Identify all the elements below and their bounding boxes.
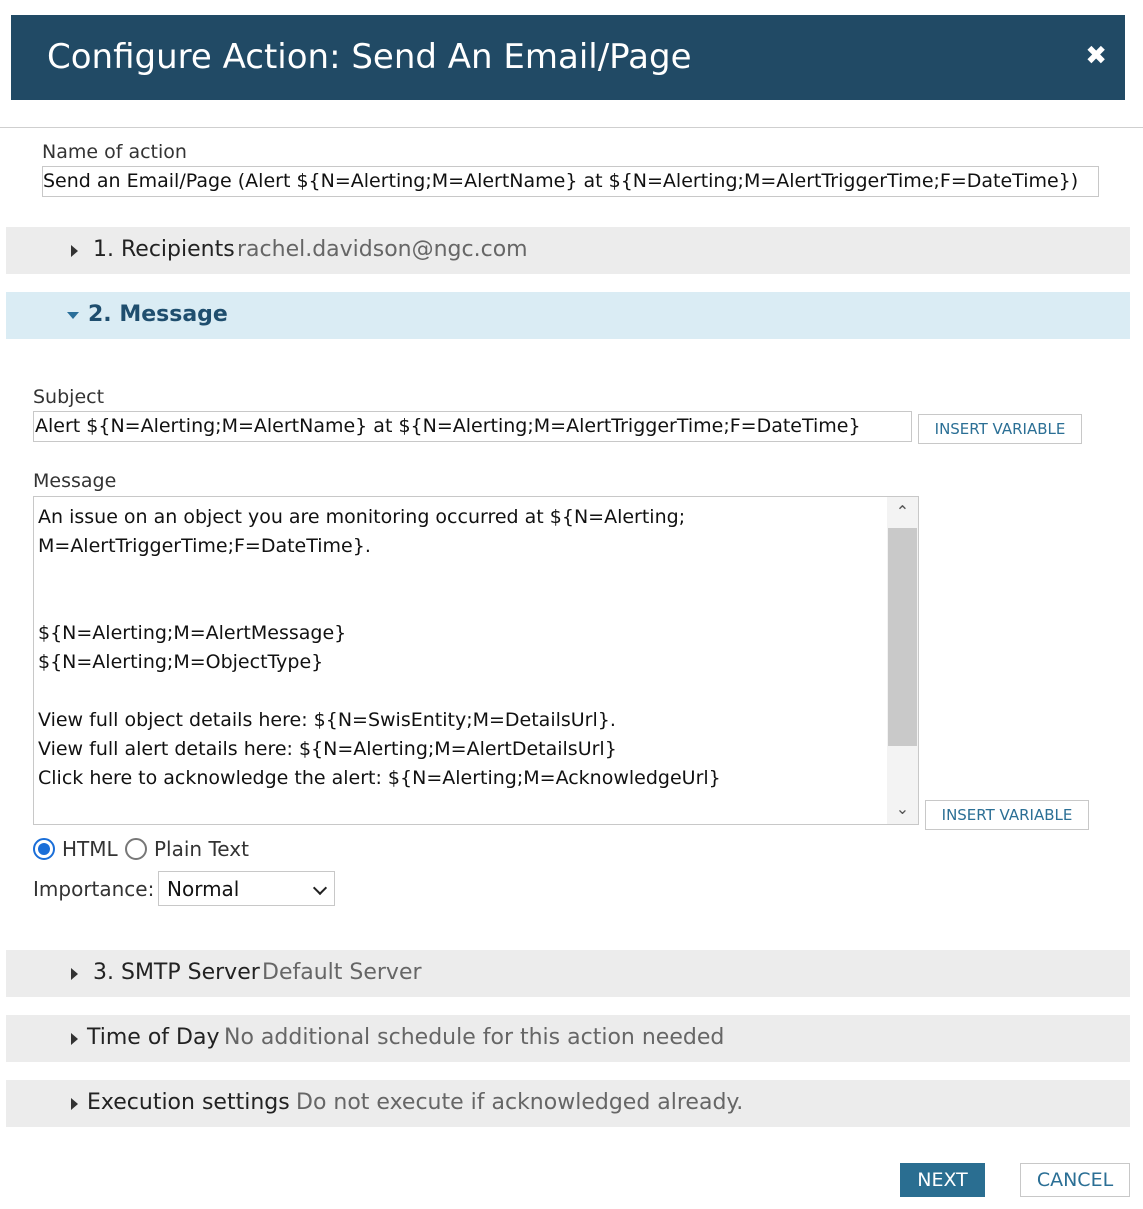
section-smtp-server[interactable] [6, 950, 1130, 997]
subject-input[interactable]: Alert ${N=Alerting;M=AlertName} at ${N=Alerting;M=AlertTriggerTime;F=DateTime} [33, 411, 912, 442]
message-line: ${N=Alerting;M=AlertMessage} [38, 622, 347, 644]
message-line [38, 561, 888, 590]
subject-label: Subject [33, 386, 105, 408]
dialog-titlebar [11, 15, 1125, 100]
section-execution-title: Execution settings [87, 1090, 290, 1115]
section-execution-summary: Do not execute if acknowledged already. [296, 1090, 744, 1115]
plain-text-radio[interactable] [125, 838, 147, 860]
message-line: M=AlertTriggerTime;F=DateTime}. [38, 535, 371, 557]
cancel-button[interactable]: CANCEL [1020, 1163, 1130, 1197]
chevron-down-icon [313, 881, 327, 895]
section-smtp-title: 3. SMTP Server [93, 960, 260, 985]
section-message-title: 2. Message [88, 302, 228, 327]
caret-right-icon [71, 968, 78, 980]
message-line: View full object details here: ${N=SwisEntity;M=DetailsUrl}. [38, 709, 616, 731]
divider [0, 127, 1143, 128]
caret-right-icon [71, 1033, 78, 1045]
message-insert-variable-button[interactable]: INSERT VARIABLE [925, 800, 1089, 830]
html-radio-label: HTML [62, 837, 118, 861]
caret-right-icon [71, 1098, 78, 1110]
message-line: ${N=Alerting;M=ObjectType} [38, 651, 324, 673]
section-recipients[interactable] [6, 227, 1130, 274]
html-radio[interactable] [33, 838, 55, 860]
message-line: Click here to acknowledge the alert: ${N=Alerting;M=AcknowledgeUrl} [38, 767, 721, 789]
message-line: View full alert details here: ${N=Alerting;M=AlertDetailsUrl} [38, 738, 617, 760]
section-smtp-summary: Default Server [262, 960, 422, 985]
importance-value: Normal [167, 877, 240, 901]
message-line: An issue on an object you are monitoring occurred at ${N=Alerting; [38, 506, 686, 528]
message-label: Message [33, 470, 117, 492]
section-time-of-day[interactable] [6, 1015, 1130, 1062]
section-recipients-title: 1. Recipients [93, 237, 235, 262]
close-icon[interactable]: ✖ [1085, 41, 1107, 71]
section-time-of-day-summary: No additional schedule for this action needed [224, 1025, 725, 1050]
message-line [38, 590, 888, 619]
message-textarea[interactable] [33, 496, 919, 825]
scroll-down-icon[interactable]: ⌄ [895, 799, 910, 818]
scrollbar-thumb[interactable] [888, 528, 917, 746]
section-time-of-day-title: Time of Day [87, 1025, 220, 1050]
message-body [38, 503, 888, 793]
section-execution-settings[interactable] [6, 1080, 1130, 1127]
section-recipients-summary: rachel.davidson@ngc.com [237, 237, 528, 262]
next-button[interactable]: NEXT [900, 1163, 985, 1197]
name-of-action-label: Name of action [42, 141, 187, 163]
caret-down-icon [67, 312, 79, 319]
name-of-action-input[interactable]: Send an Email/Page (Alert ${N=Alerting;M=AlertName} at ${N=Alerting;M=AlertTriggerTime;F=DateTime}) [42, 166, 1099, 197]
section-message[interactable] [6, 292, 1130, 339]
importance-select[interactable] [158, 871, 335, 906]
plain-text-radio-label: Plain Text [154, 837, 249, 861]
caret-right-icon [71, 245, 78, 257]
message-scrollbar[interactable] [887, 497, 918, 824]
scroll-up-icon[interactable]: ⌃ [895, 502, 910, 521]
importance-label: Importance: [33, 877, 155, 901]
subject-insert-variable-button[interactable]: INSERT VARIABLE [918, 414, 1082, 444]
dialog-title: Configure Action: Send An Email/Page [47, 37, 692, 77]
message-line [38, 677, 888, 706]
